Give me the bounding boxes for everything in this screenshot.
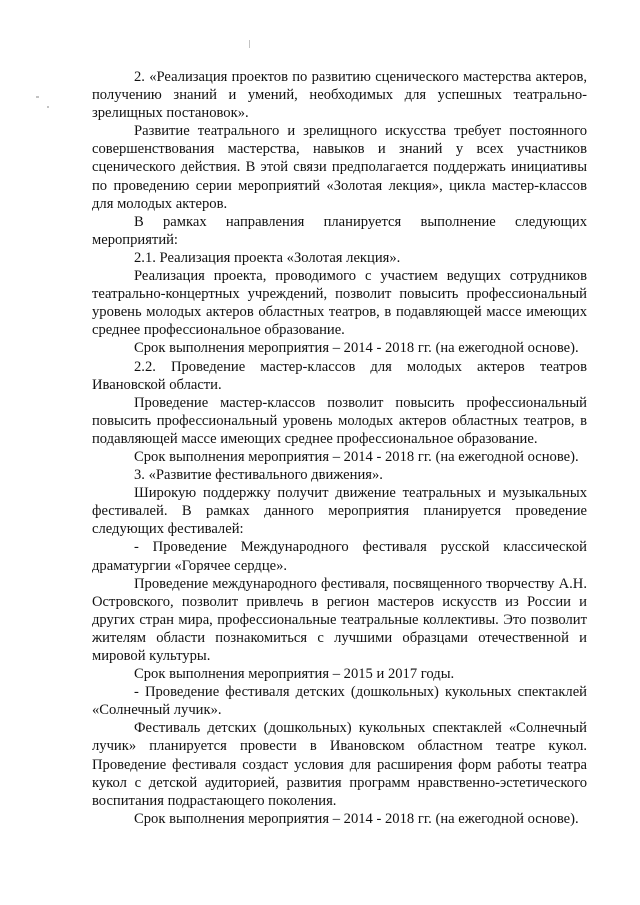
paragraph: - Проведение Международного фестиваля русской классической драматургии «Горячее сердце». <box>92 539 587 574</box>
paragraph: - Проведение фестиваля детских (дошкольных) кукольных спектаклей «Солнечный лучик». <box>92 684 587 719</box>
paragraph: Срок выполнения мероприятия – 2015 и 2017 годы. <box>134 666 455 683</box>
paragraph: 2.2. Проведение мастер-классов для молодых актеров театров Ивановской области. <box>92 358 587 393</box>
paragraph: 3. «Развитие фестивального движения». <box>134 467 383 484</box>
paragraph: 2. «Реализация проектов по развитию сценического мастерства актеров, получению знаний и умений, необходимых для успешных театрально-зрелищных постановок». <box>92 69 587 122</box>
paragraph: Проведение мастер-классов позволит повысить профессиональный повысить профессиональный уровень молодых актеров областных театров, в подавляющей массе имеющих среднее профессиональное образование. <box>92 394 587 447</box>
paragraph: Срок выполнения мероприятия – 2014 - 2018 гг. (на ежегодной основе). <box>134 340 579 357</box>
paragraph: Реализация проекта, проводимого с участием ведущих сотрудников театрально-концертных учреждений, позволит повысить профессиональный уровень молодых актеров областных театров, в подавляющей массе имеющих среднее профессиональное образование. <box>92 268 587 339</box>
paragraph: Фестиваль детских (дошкольных) кукольных спектаклей «Солнечный лучик» планируется провести в Ивановском областном театре кукол. Проведение фестиваля создаст условия для расширения форм работы театра кукол с детской аудиторией, развития программ нравственно-эстетического воспитания подрастающего поколения. <box>92 720 587 809</box>
paragraph: 2.1. Реализация проекта «Золотая лекция». <box>134 249 401 266</box>
document-body <box>92 68 587 828</box>
scan-speck <box>36 96 39 98</box>
paragraph: Срок выполнения мероприятия – 2014 - 2018 гг. (на ежегодной основе). <box>134 810 579 827</box>
paragraph: Проведение международного фестиваля, посвященного творчеству А.Н. Островского, позволит привлечь в регион мастеров искусств из России и других стран мира, профессиональные театральные коллективы. Это позволит жителям области познакомиться с лучшими образцами отечественной и мировой культуры. <box>92 575 587 664</box>
paragraph: В рамках направления планируется выполнение следующих мероприятий: <box>92 213 587 248</box>
paragraph: Широкую поддержку получит движение театральных и музыкальных фестивалей. В рамках данного мероприятия планируется проведение следующих фестивалей: <box>92 485 587 538</box>
paragraph: Развитие театрального и зрелищного искусства требует постоянного совершенствования мастерства, навыков и знаний у всех участников сценического действия. В этой связи предполагается поддержать инициативы по проведению серии мероприятий «Золотая лекция», цикла мастер-классов для молодых актеров. <box>92 123 587 212</box>
scan-speck <box>47 106 49 108</box>
scan-speck <box>249 40 250 48</box>
paragraph: Срок выполнения мероприятия – 2014 - 2018 гг. (на ежегодной основе). <box>134 448 579 465</box>
